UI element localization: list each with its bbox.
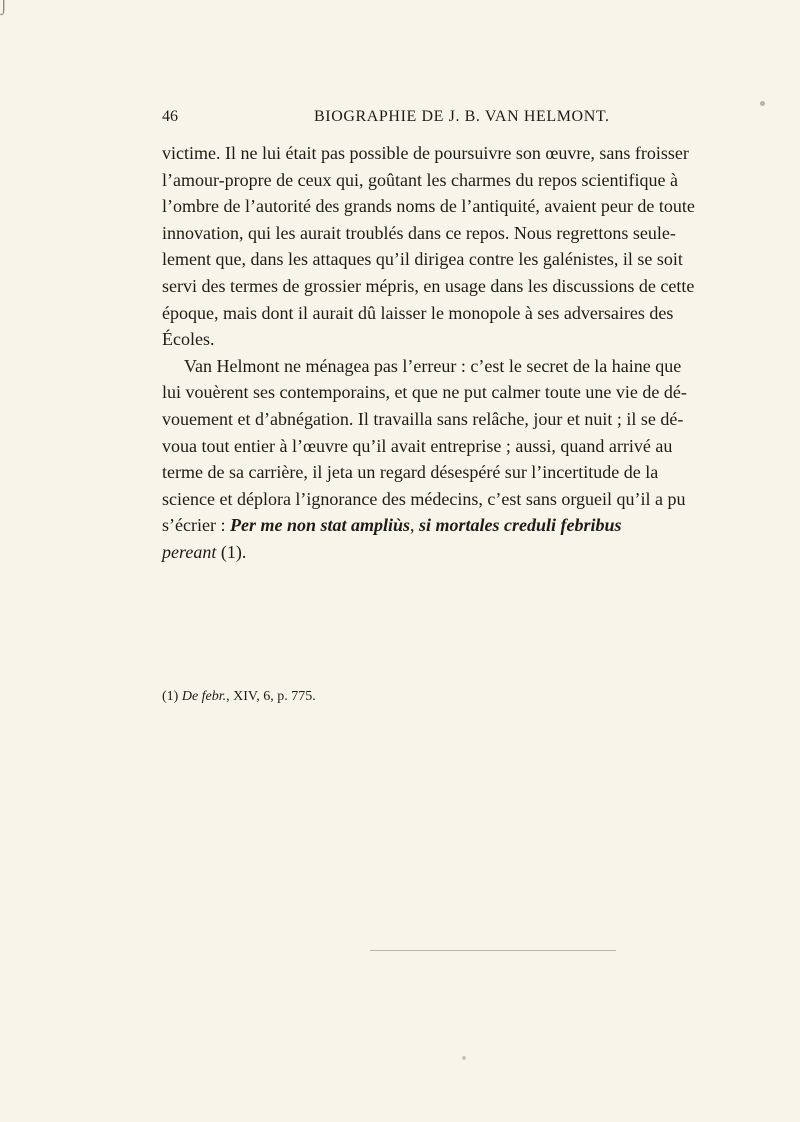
- text-line: victime. Il ne lui était pas possible de poursuivre son œuvre, sans froisser: [162, 143, 689, 163]
- text-line: innovation, qui les aurait troublés dans ce repos. Nous regrettons seule-: [162, 222, 676, 243]
- horizontal-rule: [370, 950, 616, 951]
- text-line-quote: [162, 512, 692, 539]
- body-text: [162, 140, 695, 566]
- latin-quote: si mortales creduli febribus: [419, 515, 622, 536]
- page-number: 46: [162, 108, 178, 125]
- footnote-source: De febr.: [181, 689, 227, 704]
- latin-quote: Per me non stat ampliùs: [229, 515, 410, 536]
- page-edge-mark: ⌡: [0, 0, 8, 16]
- print-speck: [760, 101, 765, 106]
- text-line: science et déplora l’ignorance des médecins, c’est sans orgueil qu’il a pu: [162, 488, 686, 509]
- text-line: Van Helmont ne ménagea pas l’erreur : c’est le secret de la haine que: [184, 355, 682, 376]
- page-header: [162, 108, 682, 132]
- text-fragment: s’écrier :: [162, 515, 230, 536]
- text-line: Écoles.: [162, 329, 215, 350]
- text-line: terme de sa carrière, il jeta un regard désespéré sur l’incertitude de la: [162, 462, 659, 483]
- text-line: l’ombre de l’autorité des grands noms de l’antiquité, avaient peur de toute: [162, 196, 695, 217]
- text-line: voua tout entier à l’œuvre qu’il avait entreprise ; aussi, quand arrivé au: [162, 435, 673, 456]
- latin-quote: pereant: [162, 541, 217, 562]
- text-line: lement que, dans les attaques qu’il dirigea contre les galénistes, il se soit: [162, 249, 683, 270]
- text-fragment: ,: [410, 515, 419, 536]
- text-line-quote-end: [162, 539, 692, 566]
- footnote-marker: (1): [162, 689, 182, 704]
- footnote-ref: , XIV, 6, p. 775.: [226, 689, 316, 704]
- footnote-reference: (1).: [216, 541, 247, 562]
- text-line: l’amour-propre de ceux qui, goûtant les charmes du repos scientifique à: [162, 169, 678, 190]
- text-line: lui vouèrent ses contemporains, et que ne put calmer toute une vie de dé-: [162, 382, 687, 403]
- print-speck: [462, 1056, 466, 1060]
- text-line: époque, mais dont il aurait dû laisser le monopole à ses adversaires des: [162, 302, 674, 323]
- running-title: BIOGRAPHIE DE J. B. VAN HELMONT.: [314, 108, 610, 125]
- text-line: vouement et d’abnégation. Il travailla sans relâche, jour et nuit ; il se dé-: [162, 408, 684, 429]
- footnote: [162, 687, 692, 707]
- text-line: servi des termes de grossier mépris, en usage dans les discussions de cette: [162, 275, 695, 296]
